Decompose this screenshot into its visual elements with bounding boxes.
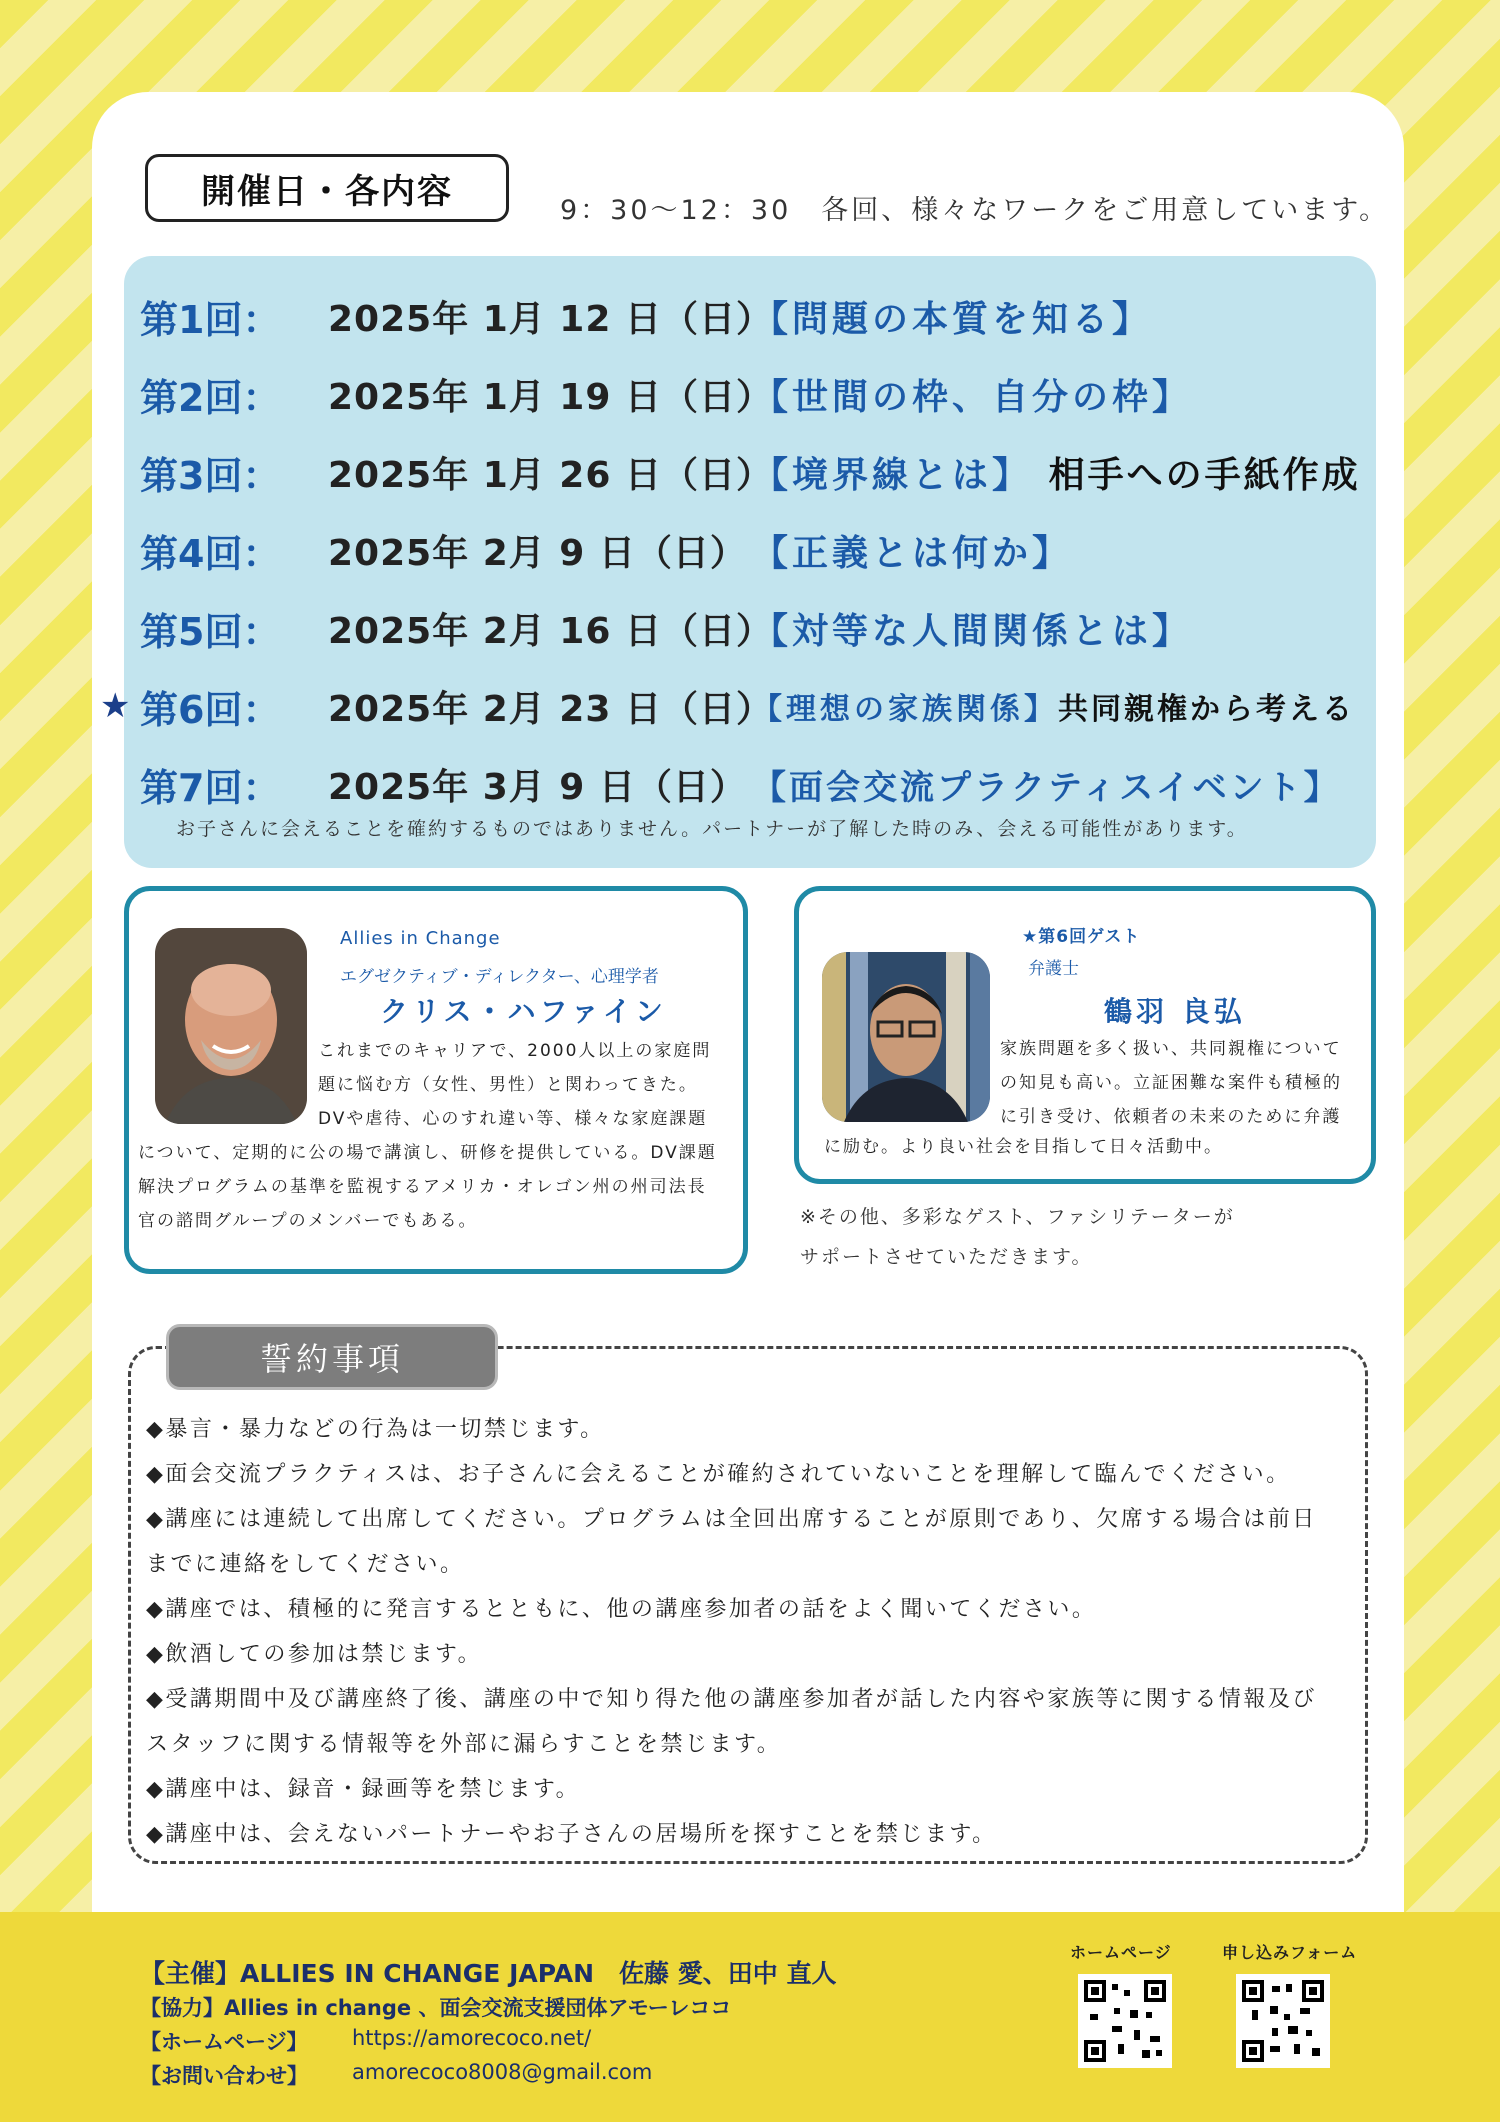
bio-line: 官の諮問グループのメンバーでもある。 (138, 1211, 478, 1231)
bio-line: 題に悩む方（女性、男性）と関わってきた。 (318, 1075, 698, 1095)
speaker-org: Allies in Change (340, 928, 501, 949)
homepage-label: 【ホームページ】 (140, 2030, 308, 2054)
contact-email[interactable]: amorecoco8008@gmail.com (352, 2060, 653, 2084)
rule-item: ◆講座では、積極的に発言するとともに、他の講座参加者の話をよく聞いてください。 (146, 1597, 1097, 1622)
section-heading: 開催日・各内容 (145, 154, 509, 222)
rule-item: スタッフに関する情報等を外部に漏らすことを禁じます。 (146, 1732, 782, 1757)
star-icon: ★ (100, 686, 131, 726)
session-label: 第3回： (140, 453, 281, 498)
topic-title: 【正義とは何か】 (752, 532, 1073, 574)
session-topic (752, 525, 1072, 576)
qr-form-label: 申し込みフォーム (1222, 1943, 1358, 1962)
topic-title: 【境界線とは】 (752, 454, 1033, 496)
rule-item: ◆暴言・暴力などの行為は一切禁じます。 (146, 1417, 605, 1442)
topic-title: 【問題の本質を知る】 (752, 298, 1153, 340)
topic-title: 【面会交流プラクティスイベント】 (752, 767, 1341, 808)
rule-item: ◆受講期間中及び講座終了後、講座の中で知り得た他の講座参加者が話した内容や家族等に関する情報及び (146, 1687, 1317, 1712)
contact-line (140, 2060, 653, 2090)
host-label: 【主催】 (140, 1959, 241, 1988)
coop-label: 【協力】 (140, 1996, 224, 2020)
guest-role: 弁護士 (1028, 959, 1079, 979)
session-label: 第5回： (140, 609, 281, 654)
rule-item: までに連絡をしてください。 (146, 1552, 465, 1577)
bio-line: 解決プログラムの基準を監視するアメリカ・オレゴン州の州司法長 (138, 1177, 707, 1197)
session-date: 2025年 2月 23 日（日） (328, 688, 773, 730)
session-topic (752, 684, 1355, 728)
bio-line: の知見も高い。立証困難な案件も積極的 (1000, 1073, 1342, 1093)
bio-line: 家族問題を多く扱い、共同親権について (1000, 1039, 1342, 1059)
session-date: 2025年 2月 16 日（日） (328, 610, 773, 652)
session-topic (752, 603, 1192, 654)
guest-name: 鶴羽 良弘 (1104, 995, 1246, 1028)
topic-extra: 共同親権から考える (1058, 692, 1355, 727)
speaker-name: クリス・ハファイン (380, 995, 667, 1028)
speaker-role: エグゼクティブ・ディレクター、心理学者 (340, 967, 659, 987)
session-date: 2025年 1月 12 日（日） (328, 298, 773, 340)
time-info: 9：30〜12：30 各回、様々なワークをご用意しています。 (560, 195, 1390, 226)
session-topic (752, 369, 1192, 420)
session-date: 2025年 3月 9 日（日） (328, 766, 747, 808)
session-label: 第7回： (140, 765, 281, 810)
session-topic (752, 291, 1152, 342)
bio-line: について、定期的に公の場で講演し、研修を提供している。DV課題 (138, 1143, 717, 1163)
topic-title: 【理想の家族関係】 (752, 692, 1058, 727)
schedule-note: お子さんに会えることを確約するものではありません。パートナーが了解した時のみ、会える可能性があります。 (176, 818, 1248, 840)
qr-code-homepage[interactable] (1078, 1974, 1172, 2068)
session-date: 2025年 1月 26 日（日） (328, 454, 773, 496)
qr-homepage-label: ホームページ (1070, 1943, 1172, 1962)
topic-title: 【対等な人間関係とは】 (752, 610, 1193, 652)
homepage-line (140, 2026, 592, 2056)
session-label: 第6回： (140, 687, 281, 732)
guest-tag: ★第6回ゲスト (1022, 927, 1141, 947)
session-label: 第4回： (140, 531, 281, 576)
footer (0, 1912, 1500, 2122)
qr-code-form[interactable] (1236, 1974, 1330, 2068)
speaker-photo (155, 928, 307, 1124)
bio-line: これまでのキャリアで、2000人以上の家庭問 (318, 1041, 712, 1061)
rules-title: 誓約事項 (166, 1324, 498, 1390)
host-value: ALLIES IN CHANGE JAPAN 佐藤 愛、田中 直人 (240, 1959, 837, 1988)
bio-line: に励む。より良い社会を目指して日々活動中。 (824, 1137, 1223, 1157)
session-label: 第2回： (140, 375, 281, 420)
bio-line: に引き受け、依頼者の未来のために弁護 (1000, 1107, 1342, 1127)
rule-item: ◆講座には連続して出席してください。プログラムは全回出席することが原則であり、欠席する場合は前日 (146, 1507, 1317, 1532)
session-date: 2025年 1月 19 日（日） (328, 376, 773, 418)
support-note: ※その他、多彩なゲスト、ファシリテーターが (800, 1206, 1235, 1228)
rule-item: ◆飲酒しての参加は禁じます。 (146, 1642, 483, 1667)
rule-item: ◆講座中は、会えないパートナーやお子さんの居場所を探すことを禁じます。 (146, 1822, 997, 1847)
homepage-link[interactable]: https://amorecoco.net/ (352, 2026, 592, 2050)
coop-line (140, 1992, 731, 2022)
rule-item: ◆面会交流プラクティスは、お子さんに会えることが確約されていないことを理解して臨んでください。 (146, 1462, 1291, 1487)
session-label: 第1回： (140, 297, 281, 342)
session-date: 2025年 2月 9 日（日） (328, 532, 747, 574)
contact-label: 【お問い合わせ】 (140, 2064, 308, 2088)
session-topic (752, 760, 1341, 809)
topic-extra: 相手への手紙作成 (1048, 454, 1361, 496)
guest-photo (822, 952, 990, 1122)
host-line (140, 1954, 836, 1990)
topic-title: 【世間の枠、自分の枠】 (752, 376, 1193, 418)
support-note: サポートさせていただきます。 (800, 1246, 1093, 1268)
coop-value: Allies in change 、面会交流支援団体アモーレココ (224, 1996, 732, 2020)
rule-item: ◆講座中は、録音・録画等を禁じます。 (146, 1777, 581, 1802)
bio-line: DVや虐待、心のすれ違い等、様々な家庭課題 (318, 1109, 708, 1129)
session-topic (752, 447, 1361, 498)
